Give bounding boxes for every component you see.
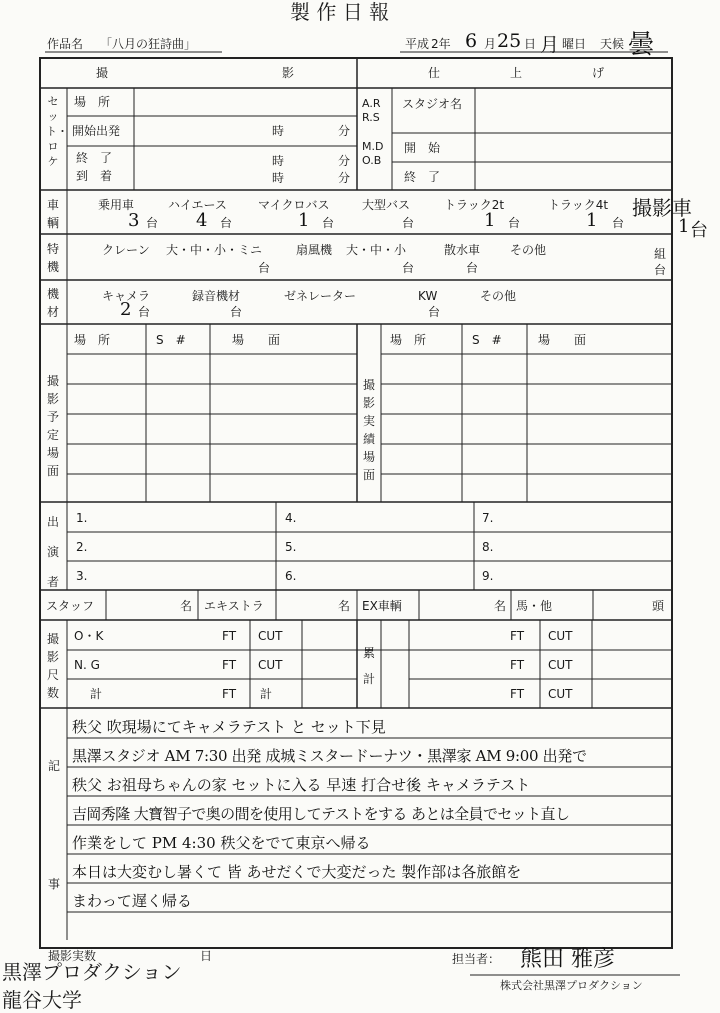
section-shiage3: げ: [592, 66, 605, 80]
scene-actual-label: 撮影実績場面: [362, 378, 375, 482]
vehicle-count-5: 1: [586, 210, 598, 231]
cast-num-8: 8.: [482, 540, 494, 554]
footage-cut-0: CUT: [258, 629, 283, 643]
cast-num-9: 9.: [482, 569, 494, 583]
vehicle-type-4: トラック2t: [444, 198, 505, 212]
equipment-camera-count: 2: [120, 299, 132, 320]
special-crane: クレーン: [102, 243, 150, 257]
vehicle-count-2: 1: [298, 210, 310, 231]
footer-days-unit: 日: [200, 949, 213, 963]
notes-line-3: 吉岡秀隆 大寶智子で奥の間を使用してテストをする あとは全員でセット直し: [72, 805, 570, 823]
special-other: その他: [510, 243, 547, 257]
notes-side-label-1: 記: [48, 759, 61, 773]
weather-value: 曇: [628, 30, 655, 60]
location-arrive-fun: 分: [338, 171, 351, 185]
vehicle-unit-4: 台: [508, 216, 521, 230]
equipment-sound: 録音機材: [192, 289, 241, 303]
vehicle-unit-0: 台: [146, 216, 159, 230]
footage-ft-5: FT: [510, 687, 525, 701]
scene-actual-header-1: S #: [472, 333, 502, 347]
shuryo-label: 終 了: [404, 170, 441, 184]
equipment-unit-0: 台: [138, 305, 151, 319]
equipment-camera: キャメラ: [102, 289, 151, 303]
date-month: 6: [465, 30, 478, 52]
location-start-ji: 時: [272, 124, 285, 138]
section-satsuei: 撮: [96, 66, 109, 80]
footage-side-label: 撮影尺数: [46, 632, 59, 700]
date-weekday: 月: [540, 34, 560, 56]
excar-label: EX車輌: [362, 599, 402, 613]
excar-mei: 名: [494, 599, 507, 613]
scene-plan-header-1: S #: [156, 333, 186, 347]
footage-cut-2: CUT: [548, 629, 573, 643]
location-end-fun: 分: [338, 154, 351, 168]
footer-owner-name: 熊田 雅彦: [520, 947, 615, 972]
footage-ft-4: FT: [510, 658, 525, 672]
footage-cut-3: CUT: [548, 658, 573, 672]
vehicle-type-5: トラック4t: [548, 198, 609, 212]
location-end: 終 了: [76, 151, 113, 165]
cast-num-7: 7.: [482, 511, 494, 525]
special-crane-sizes: 大・中・小・ミニ: [166, 243, 263, 257]
work-label: 作品名: [47, 37, 84, 51]
scene-plan-header-0: 場 所: [74, 333, 111, 347]
cast-num-3: 3.: [76, 569, 88, 583]
location-start-fun: 分: [338, 124, 351, 138]
footer-days-label: 撮影実数: [48, 949, 97, 963]
special-side-label: 特機: [46, 242, 59, 274]
scene-plan-label: 撮影予定場面: [46, 374, 59, 478]
notes-line-2: 秩父 お祖母ちゃんの家 セットに入る 早速 打合せ後 キャメラテスト: [72, 776, 531, 794]
vehicle-extra: 撮影車: [632, 196, 692, 220]
footage-ft-0: FT: [222, 629, 237, 643]
equipment-side-label: 機材: [46, 287, 59, 319]
staff-label: スタッフ: [46, 599, 95, 613]
vehicle-unit-2: 台: [322, 216, 335, 230]
location-arrive-ji: 時: [272, 171, 285, 185]
footer-owner-label: 担当者：: [452, 952, 501, 966]
location-basho: 場 所: [74, 95, 111, 109]
footage-cut-total: 計: [260, 687, 273, 701]
label-rs: R.S: [362, 111, 380, 124]
date-day-unit: 日: [524, 37, 537, 51]
vehicle-unit-3: 台: [402, 216, 415, 230]
special-fan-sizes: 大・中・小: [346, 243, 407, 257]
date-month-unit: 月: [484, 37, 497, 51]
vehicle-count-0: 3: [128, 210, 140, 231]
special-set-unit: 組: [654, 247, 667, 261]
special-unit-0: 台: [258, 261, 271, 275]
notes-line-6: まわって遅く帰る: [72, 892, 192, 910]
footage-cut-1: CUT: [258, 658, 283, 672]
date-era: 平成: [405, 37, 430, 51]
cast-num-2: 2.: [76, 540, 88, 554]
footage-ruikei: 累計: [362, 646, 375, 686]
special-unit-2: 台: [466, 261, 479, 275]
footage-ft-2: FT: [222, 687, 237, 701]
cast-num-1: 1.: [76, 511, 88, 525]
location-end-ji: 時: [272, 154, 285, 168]
label-ob: O.B: [362, 154, 382, 167]
equipment-generator: ゼネレーター: [284, 289, 357, 303]
notes-line-5: 本日は大変むし暑くて 皆 あせだくで大変だった 製作部は各旅館を: [72, 863, 522, 881]
staff-mei: 名: [180, 599, 193, 613]
weekday-label: 曜日: [562, 37, 587, 51]
footage-ft-3: FT: [510, 629, 525, 643]
date-day: 25: [497, 30, 522, 52]
footage-ng: N. G: [74, 658, 100, 672]
notes-line-1: 黒澤スタジオ AM 7:30 出発 成城ミスタードーナツ・黒澤家 AM 9:00 出発で: [72, 747, 587, 765]
vehicle-type-0: 乗用車: [98, 198, 135, 212]
extra-mei: 名: [338, 599, 351, 613]
horse-head: 頭: [652, 599, 665, 613]
vehicle-unit-1: 台: [220, 216, 233, 230]
notes-side-label-2: 事: [48, 877, 61, 891]
extra-label: エキストラ: [204, 599, 264, 613]
notes-line-4: 作業をして PM 4:30 秩父をでて東京へ帰る: [72, 834, 371, 852]
equipment-kw: KW: [418, 289, 438, 303]
cast-num-5: 5.: [285, 540, 297, 554]
vehicle-unit-5: 台: [612, 216, 625, 230]
date-year: 2年: [431, 37, 451, 51]
studio-label: スタジオ名: [402, 97, 463, 111]
label-ar: A.R: [362, 97, 381, 110]
footage-ok: O・K: [74, 629, 104, 643]
scene-actual-header-0: 場 所: [390, 333, 427, 347]
vehicle-type-3: 大型バス: [362, 198, 411, 212]
watermark-line-1: 黒澤プロダクション: [2, 960, 182, 984]
footer-company: 株式会社黒澤プロダクション: [500, 979, 643, 992]
special-water: 散水車: [444, 243, 481, 257]
location-side-label: セット・ロケ: [46, 95, 68, 168]
equipment-other: その他: [480, 289, 517, 303]
notes-line-0: 秩父 吹現場にてキャメラテスト と セット下見: [72, 718, 386, 736]
special-unit-1: 台: [402, 261, 415, 275]
vehicle-extra-count: 1: [678, 216, 690, 237]
form-title: 製 作 日 報: [290, 0, 390, 24]
label-md: M.D: [362, 140, 384, 153]
watermark-line-2: 龍谷大学: [2, 988, 82, 1012]
footage-cut-4: CUT: [548, 687, 573, 701]
cast-side-label: 出演者: [46, 515, 59, 589]
vehicle-extra-unit: 台: [690, 220, 708, 241]
scene-plan-header-2: 場 面: [232, 333, 281, 347]
vehicle-count-1: 4: [196, 210, 208, 231]
location-start: 開始出発: [72, 124, 121, 138]
scene-actual-header-2: 場 面: [538, 333, 587, 347]
kaishi-label: 開 始: [404, 141, 441, 155]
vehicle-type-2: マイクロバス: [258, 198, 330, 212]
footage-ft-1: FT: [222, 658, 237, 672]
vehicle-type-1: ハイエース: [168, 198, 227, 212]
footage-total: 計: [90, 687, 103, 701]
weather-label: 天候: [600, 37, 625, 51]
section-shiage2: 上: [510, 66, 523, 80]
location-arrive: 到 着: [76, 169, 113, 183]
vehicle-count-4: 1: [484, 210, 496, 231]
work-title: 「八月の狂詩曲」: [100, 37, 197, 51]
section-shiage1: 仕: [428, 66, 441, 80]
equipment-unit-2: 台: [428, 305, 441, 319]
cast-num-4: 4.: [285, 511, 297, 525]
special-fan: 扇風機: [296, 243, 333, 257]
special-unit-3: 台: [654, 263, 667, 277]
vehicles-side-label: 車輌: [46, 198, 59, 230]
equipment-unit-1: 台: [230, 305, 243, 319]
cast-num-6: 6.: [285, 569, 297, 583]
horse-label: 馬・他: [516, 599, 553, 613]
section-satsuei2: 影: [282, 66, 295, 80]
